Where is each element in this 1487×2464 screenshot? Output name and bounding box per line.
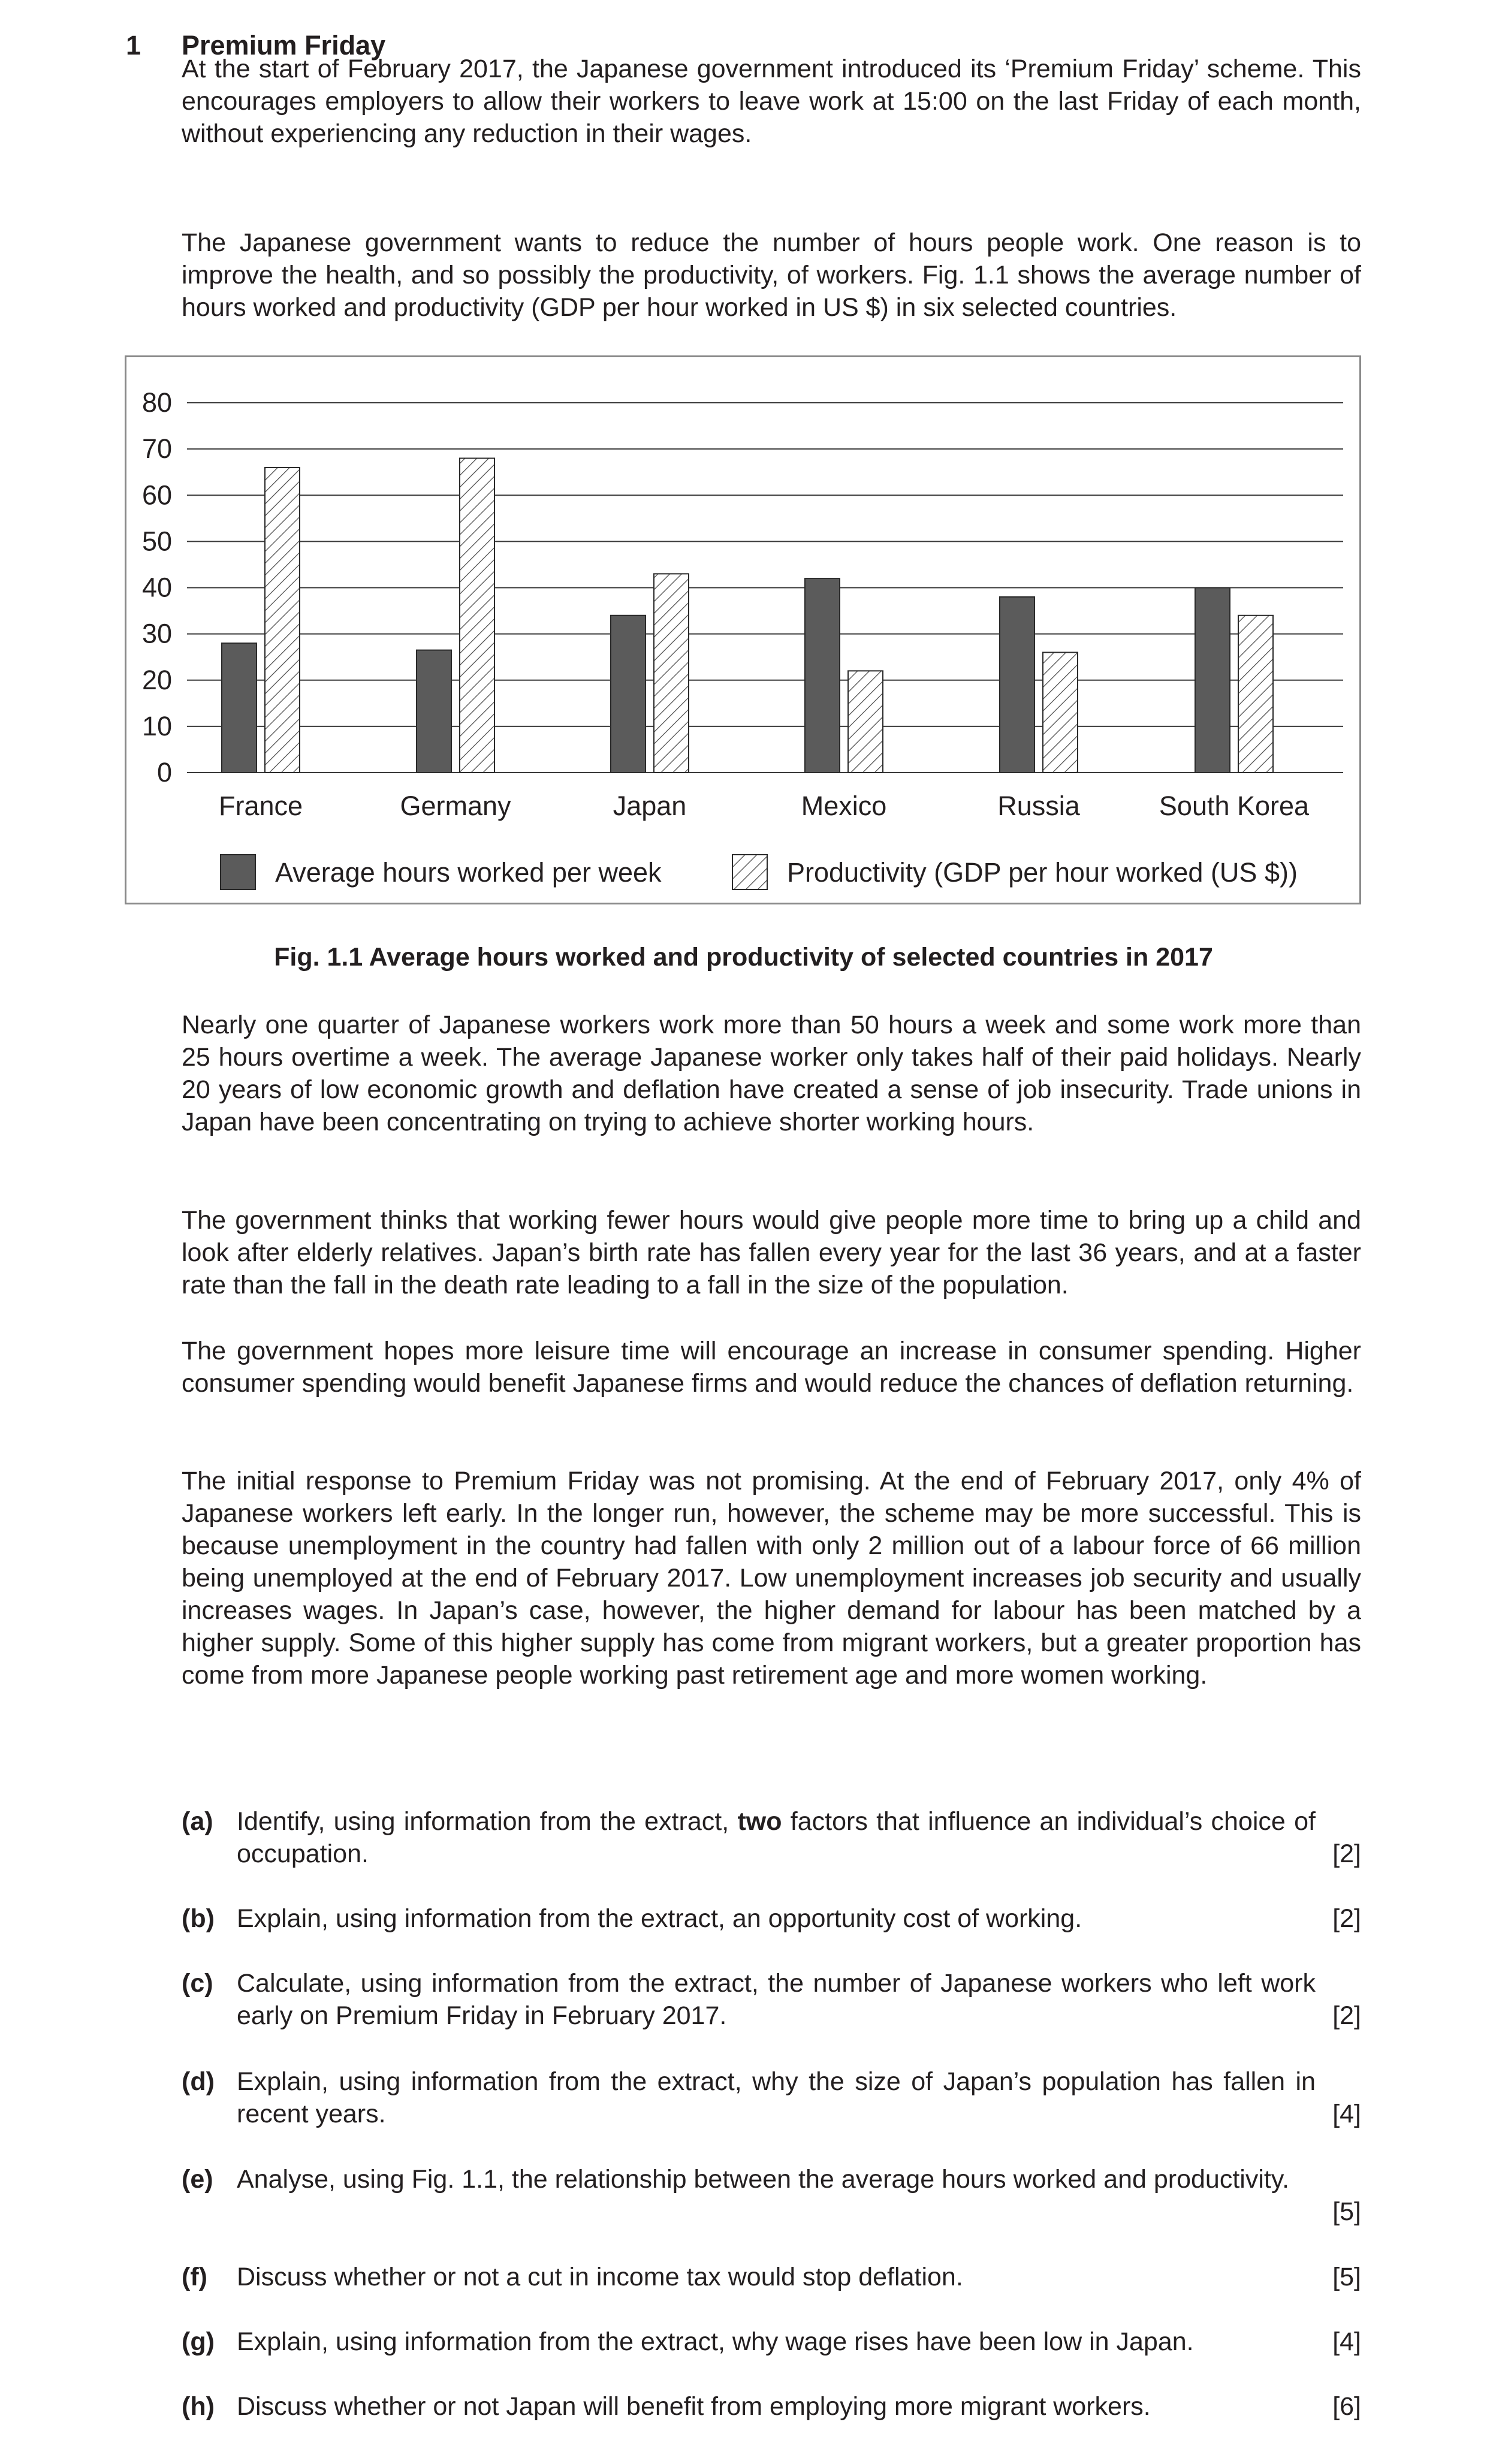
bar-south-korea-productivity [1238,616,1273,773]
legend-label-hours: Average hours worked per week [275,857,662,888]
question-marks: [4] [1332,2327,1361,2356]
question-e [182,2163,1361,2228]
bar-mexico-hours [805,578,840,773]
question-text: Identify, using information from the extract, two factors that influence an individual’s choice of occupation. [237,1807,1316,1868]
bar-south-korea-hours [1195,588,1230,773]
question-label: (c) [182,1969,213,1998]
bars [222,459,1273,773]
bar-japan-hours [611,616,646,773]
question-label: (e) [182,2165,213,2194]
question-marks: [2] [1332,1904,1361,1933]
question-marks: [6] [1332,2392,1361,2421]
question-a [182,1805,1361,1870]
y-tick-label: 0 [156,757,172,788]
question-label: (b) [182,1904,215,1933]
y-tick-label: 50 [141,526,172,557]
question-marks: [5] [1332,2263,1361,2291]
bar-russia-productivity [1043,652,1078,773]
question-text: Explain, using information from the extract, an opportunity cost of working. [237,1904,1082,1933]
question-c [182,1967,1361,2032]
legend-swatch-productivity [732,855,767,889]
body-paragraph-4: The initial response to Premium Friday was not promising. At the end of February 2017, only 4% of Japanese workers left early. In the longer run, however, the scheme may be more successful. This is because unemployment in the country had fallen with only 2 million out of a labour force of 66 million being unemployed at the end of February 2017. Low unemployment increases job security and usually increases wages. In Japan’s case, however, the higher demand for labour has been matched by a higher supply. Some of this higher supply has come from migrant workers, but a greater proportion has come from more Japanese people working past retirement age and more women working. [182,1467,1361,1690]
x-axis-category-labels [219,791,1310,821]
question-f [182,2261,1361,2293]
question-text: Discuss whether or not a cut in income tax would stop deflation. [237,2263,963,2291]
question-label: (g) [182,2327,215,2356]
y-tick-label: 30 [141,618,172,649]
y-tick-label: 60 [141,479,172,511]
bar-russia-hours [1000,597,1034,773]
x-category-label: South Korea [1159,791,1310,821]
y-tick-label: 80 [141,387,172,418]
bar-germany-hours [417,650,451,773]
x-category-label: Mexico [801,791,887,821]
y-tick-label: 70 [141,433,172,465]
question-number: 1 [126,30,141,61]
question-label: (d) [182,2067,215,2096]
legend-swatch-hours [221,855,255,889]
question-b [182,1902,1361,1935]
question-text: Discuss whether or not Japan will benefit from employing more migrant workers. [237,2392,1151,2421]
bar-france-productivity [265,468,300,773]
x-category-label: Japan [613,791,687,821]
question-marks: [4] [1332,2100,1361,2128]
body-paragraph-2: The government thinks that working fewer hours would give people more time to bring up a child and look after elderly relatives. Japan’s birth rate has fallen every year for the last 36 years, and at a faster rate than the fall in the death rate leading to a fall in the size of the population. [182,1206,1361,1299]
legend-label-productivity: Productivity (GDP per hour worked (US $)) [787,857,1298,888]
x-category-label: Russia [997,791,1080,821]
x-category-label: France [218,791,303,821]
question-text: Calculate, using information from the extract, the number of Japanese workers who left work early on Premium Friday in February 2017. [237,1969,1316,2030]
question-g [182,2326,1361,2358]
x-category-label: Germany [400,791,511,821]
bar-japan-productivity [654,574,689,773]
question-text: Analyse, using Fig. 1.1, the relationship between the average hours worked and productivity. [237,2165,1290,2194]
question-marks: [2] [1332,2001,1361,2030]
question-d [182,2065,1361,2130]
question-label: (h) [182,2392,215,2421]
question-marks: [5] [1332,2197,1361,2226]
intro-paragraph-1: At the start of February 2017, the Japanese government introduced its ‘Premium Friday’ scheme. This encourages employers to allow their workers to leave work at 15:00 on the last Friday of each month, without experiencing any reduction in their wages. [182,55,1361,148]
question-title: Premium Friday [182,30,386,61]
figure-caption: Fig. 1.1 Average hours worked and productivity of selected countries in 2017 [274,943,1213,972]
body-paragraph-3: The government hopes more leisure time will encourage an increase in consumer spending. Higher consumer spending would benefit Japanese firms and would reduce the chances of deflation returning. [182,1337,1361,1398]
bar-chart-svg [126,357,1363,906]
question-text: Explain, using information from the extract, why wage rises have been low in Japan. [237,2327,1194,2356]
y-tick-label: 10 [141,710,172,741]
y-tick-label: 20 [141,664,172,695]
question-text: Explain, using information from the extract, why the size of Japan’s population has fallen in recent years. [237,2067,1316,2128]
figure-1-1-chart [125,355,1361,904]
gridlines [187,403,1343,773]
question-marks: [2] [1332,1839,1361,1868]
body-paragraph-1: Nearly one quarter of Japanese workers work more than 50 hours a week and some work more than 25 hours overtime a week. The average Japanese worker only takes half of their paid holidays. Nearly 20 years of low economic growth and deflation have created a sense of job insecurity. Trade unions in Japan have been concentrating on trying to achieve shorter working hours. [182,1011,1361,1136]
question-label: (a) [182,1807,213,1836]
intro-paragraph-2: The Japanese government wants to reduce the number of hours people work. One reason is to improve the health, and so possibly the productivity, of workers. Fig. 1.1 shows the average number of hours worked and productivity (GDP per hour worked in US $) in six selected countries. [182,228,1361,322]
question-label: (f) [182,2263,207,2291]
bar-mexico-productivity [848,671,883,773]
question-h [182,2390,1361,2423]
bar-germany-productivity [460,459,494,773]
y-tick-label: 40 [141,572,172,603]
legend [221,855,1298,889]
bar-france-hours [222,643,257,773]
y-axis-tick-labels [142,387,172,788]
